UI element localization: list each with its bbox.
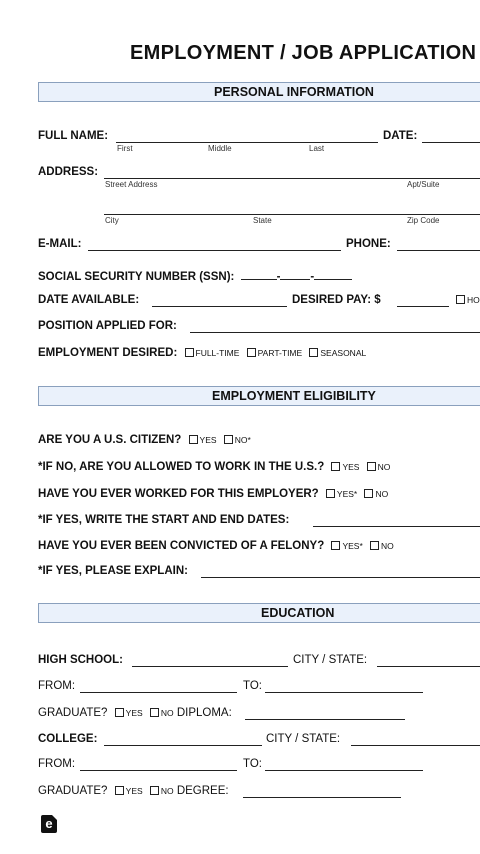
- worked-here-yes-label: YES*: [336, 489, 358, 499]
- citizen-no-checkbox[interactable]: [224, 435, 233, 444]
- hourly-checkbox[interactable]: [456, 295, 465, 304]
- hs-from-field[interactable]: [80, 692, 237, 693]
- diploma-label: DIPLOMA:: [176, 707, 232, 719]
- section-title-eligibility: EMPLOYMENT ELIGIBILITY: [212, 389, 376, 403]
- address-label: ADDRESS:: [38, 166, 99, 178]
- street-address-field[interactable]: [104, 178, 480, 179]
- worked-here-no-label: NO: [375, 489, 389, 499]
- employment-desired-row: [38, 347, 366, 359]
- zip-sublabel: Zip Code: [407, 216, 440, 225]
- hs-graduate-yes-checkbox[interactable]: [115, 708, 124, 717]
- hs-city-state-label: CITY / STATE:: [293, 654, 368, 666]
- citizen-question-row: [38, 434, 251, 446]
- college-from-field[interactable]: [80, 770, 237, 771]
- part-time-checkbox[interactable]: [247, 348, 256, 357]
- middle-sublabel: Middle: [208, 144, 232, 153]
- worked-here-question-row: [38, 488, 388, 500]
- date-label: DATE:: [383, 130, 418, 142]
- city-sublabel: City: [105, 216, 119, 225]
- felony-explain-field[interactable]: [201, 577, 480, 578]
- college-field[interactable]: [104, 745, 262, 746]
- date-available-field[interactable]: [152, 306, 287, 307]
- seasonal-label: SEASONAL: [320, 348, 367, 358]
- felony-question-row: [38, 540, 394, 552]
- felony-no-label: NO: [381, 541, 394, 551]
- hs-graduate-no-checkbox[interactable]: [150, 708, 159, 717]
- desired-pay-field[interactable]: [397, 306, 449, 307]
- hs-from-label: FROM:: [38, 680, 76, 692]
- citizen-no-label: NO*: [234, 435, 251, 445]
- position-field[interactable]: [190, 332, 480, 333]
- brand-logo-icon: e: [41, 815, 57, 833]
- date-field[interactable]: [422, 142, 480, 143]
- worked-here-no-checkbox[interactable]: [364, 489, 373, 498]
- hourly-label: HO: [467, 295, 480, 305]
- full-time-checkbox[interactable]: [185, 348, 194, 357]
- college-from-label: FROM:: [38, 758, 76, 770]
- ssn-label-text: SOCIAL SECURITY NUMBER (SSN):: [38, 271, 235, 283]
- citizen-yes-checkbox[interactable]: [189, 435, 198, 444]
- felony-yes-label: YES*: [342, 541, 363, 551]
- work-allowed-yes-label: YES: [342, 462, 360, 472]
- ssn-part-1[interactable]: [241, 267, 277, 280]
- college-graduate-yes-checkbox[interactable]: [115, 786, 124, 795]
- first-sublabel: First: [117, 144, 133, 153]
- employment-desired-label: EMPLOYMENT DESIRED:: [38, 347, 178, 359]
- section-header-eligibility: [38, 386, 480, 406]
- hs-graduate-yes-label: YES: [125, 708, 143, 718]
- ssn-part-3[interactable]: [314, 267, 352, 280]
- hs-city-state-field[interactable]: [377, 666, 480, 667]
- college-to-label: TO:: [243, 758, 262, 770]
- full-name-label: FULL NAME:: [38, 130, 109, 142]
- phone-label: PHONE:: [346, 238, 391, 250]
- citizen-yes-label: YES: [199, 435, 217, 445]
- phone-field[interactable]: [397, 250, 480, 251]
- worked-here-yes-checkbox[interactable]: [326, 489, 335, 498]
- full-time-label: FULL-TIME: [195, 348, 240, 358]
- last-sublabel: Last: [309, 144, 325, 153]
- section-header-education: [38, 603, 480, 623]
- felony-yes-checkbox[interactable]: [331, 541, 340, 550]
- page-title: EMPLOYMENT / JOB APPLICATION: [130, 42, 477, 64]
- college-graduate-row: [38, 785, 229, 797]
- college-city-state-field[interactable]: [351, 745, 480, 746]
- position-label: POSITION APPLIED FOR:: [38, 320, 177, 332]
- apt-sublabel: Apt/Suite: [407, 180, 440, 189]
- college-graduate-no-label: NO: [160, 786, 174, 796]
- felony-no-checkbox[interactable]: [370, 541, 379, 550]
- full-name-field[interactable]: [116, 142, 378, 143]
- hs-to-field[interactable]: [265, 692, 423, 693]
- high-school-field[interactable]: [132, 666, 288, 667]
- street-sublabel: Street Address: [105, 180, 158, 189]
- section-header-personal: [38, 82, 480, 102]
- work-allowed-question-row: [38, 461, 390, 473]
- ssn-label: SOCIAL SECURITY NUMBER (SSN): - -: [38, 267, 352, 283]
- citizen-question: ARE YOU A U.S. CITIZEN?: [38, 434, 182, 446]
- high-school-label: HIGH SCHOOL:: [38, 654, 123, 666]
- ssn-part-2[interactable]: [280, 267, 310, 280]
- email-field[interactable]: [88, 250, 341, 251]
- degree-field[interactable]: [243, 797, 401, 798]
- hs-graduate-row: [38, 707, 232, 719]
- part-time-label: PART-TIME: [257, 348, 303, 358]
- college-label: COLLEGE:: [38, 733, 98, 745]
- felony-explain-label: *IF YES, PLEASE EXPLAIN:: [38, 565, 188, 577]
- work-allowed-no-label: NO: [377, 462, 391, 472]
- email-label: E-MAIL:: [38, 238, 82, 250]
- state-sublabel: State: [253, 216, 272, 225]
- hs-graduate-no-label: NO: [160, 708, 174, 718]
- seasonal-checkbox[interactable]: [309, 348, 318, 357]
- hs-graduate-label: GRADUATE?: [38, 707, 108, 719]
- degree-label: DEGREE:: [176, 785, 229, 797]
- worked-here-question: HAVE YOU EVER WORKED FOR THIS EMPLOYER?: [38, 488, 319, 500]
- work-allowed-question: *IF NO, ARE YOU ALLOWED TO WORK IN THE U.S.?: [38, 461, 325, 473]
- start-end-dates-label: *IF YES, WRITE THE START AND END DATES:: [38, 514, 290, 526]
- college-graduate-label: GRADUATE?: [38, 785, 108, 797]
- date-available-label: DATE AVAILABLE:: [38, 294, 140, 306]
- work-allowed-yes-checkbox[interactable]: [331, 462, 340, 471]
- college-graduate-no-checkbox[interactable]: [150, 786, 159, 795]
- section-title-education: EDUCATION: [261, 606, 335, 620]
- section-title-personal: PERSONAL INFORMATION: [214, 85, 374, 99]
- college-graduate-yes-label: YES: [125, 786, 143, 796]
- desired-pay-label: DESIRED PAY: $: [292, 294, 381, 306]
- hs-to-label: TO:: [243, 680, 262, 692]
- work-allowed-no-checkbox[interactable]: [367, 462, 376, 471]
- start-end-dates-field[interactable]: [313, 526, 480, 527]
- diploma-field[interactable]: [245, 719, 405, 720]
- college-city-state-label: CITY / STATE:: [266, 733, 341, 745]
- hourly-option[interactable]: [452, 294, 480, 306]
- city-state-zip-field[interactable]: [104, 214, 480, 215]
- felony-question: HAVE YOU EVER BEEN CONVICTED OF A FELONY?: [38, 540, 325, 552]
- college-to-field[interactable]: [265, 770, 423, 771]
